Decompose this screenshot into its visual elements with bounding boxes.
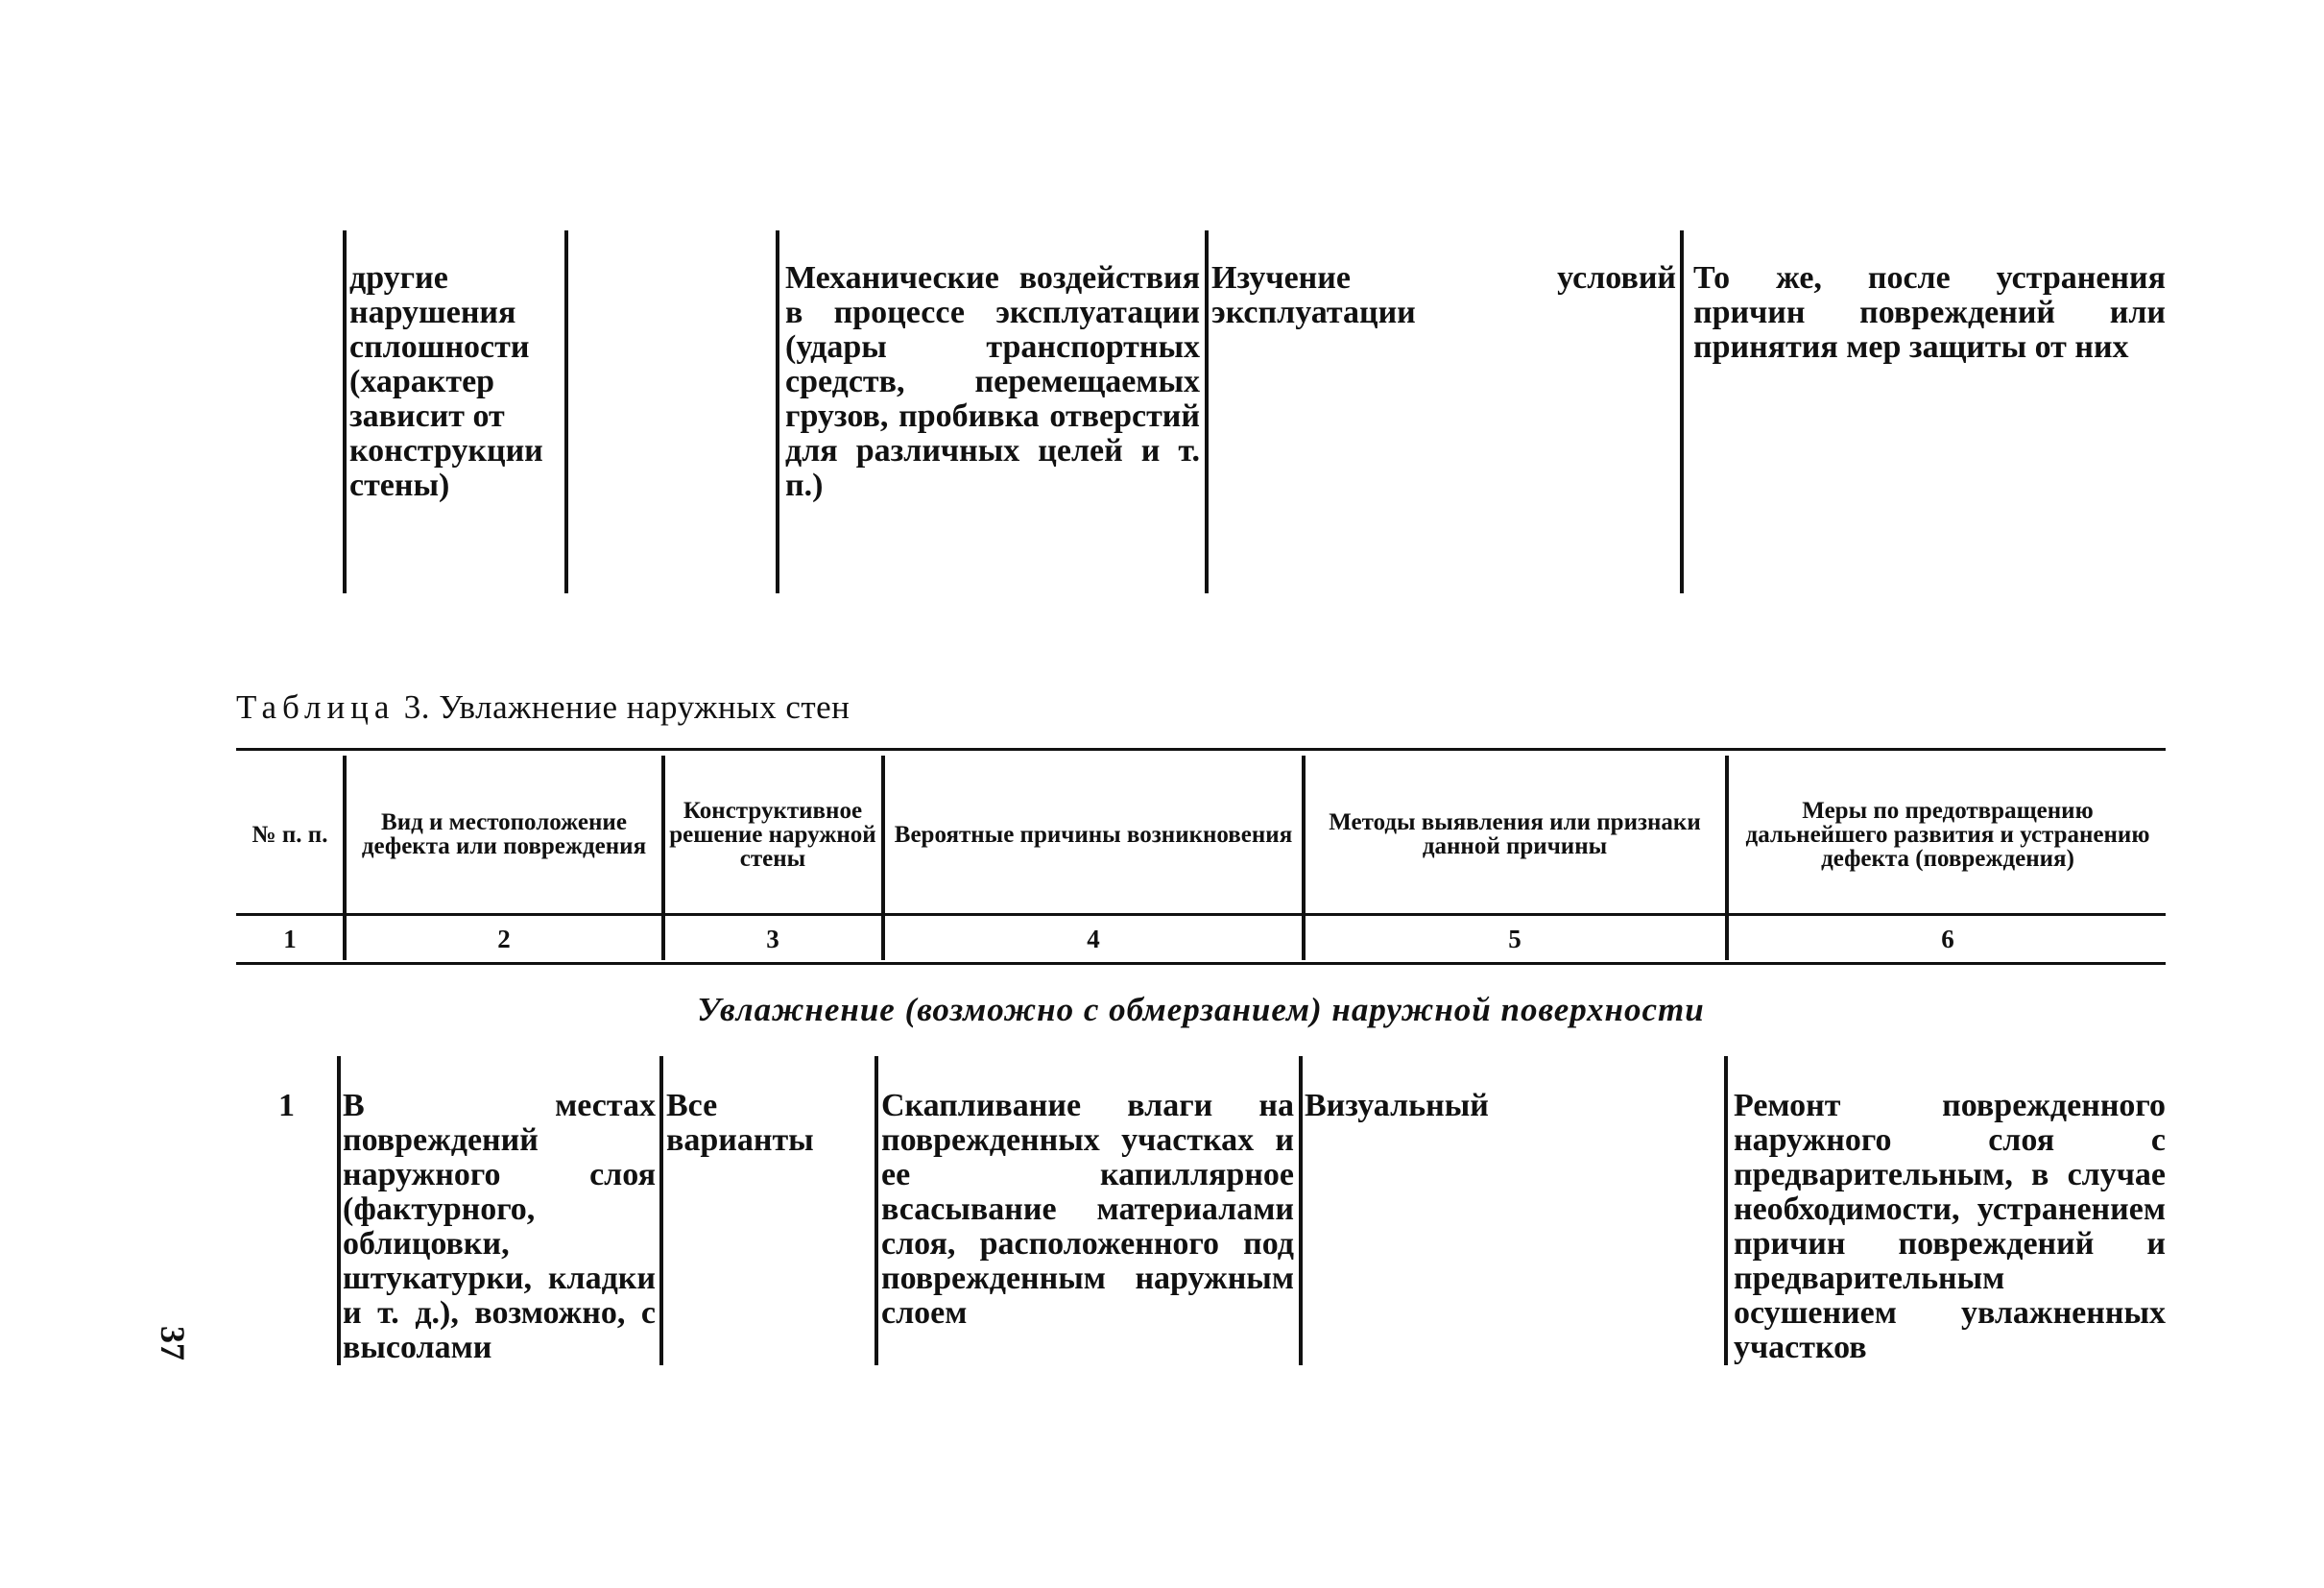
column-number: 3 <box>766 925 779 953</box>
table-title <box>236 688 850 727</box>
table-row-method: Визуальный <box>1305 1088 1489 1123</box>
column-rule <box>776 230 779 593</box>
table-title-text: 3. Увлажнение наружных стен <box>403 688 851 726</box>
column-number: 2 <box>497 925 511 953</box>
header-divider <box>1302 756 1306 960</box>
table-row-causes: Скапливание влаги на поврежденных участках и ее капиллярное всасывание материалами слоя, расположенного под поврежденным наружным слоем <box>881 1088 1294 1331</box>
body-divider <box>659 1056 663 1365</box>
page-number: 37 <box>154 1326 192 1360</box>
column-rule <box>564 230 568 593</box>
body-divider <box>1299 1056 1303 1365</box>
header-col-number: № п. п. <box>252 821 328 848</box>
body-divider <box>1724 1056 1728 1365</box>
continued-cell-cause: Механические воздействия в процессе эксплуатации (удары транспортных средств, перемещаемых грузов, пробивка отверстий для различных целей и т. п.) <box>785 260 1200 503</box>
column-number: 6 <box>1941 925 1954 953</box>
section-title: Увлажнение (возможно с обмерзанием) наружной поверхности <box>697 991 1705 1028</box>
table-row-measures: Ремонт поврежденного наружного слоя с предварительным, в случае необходимости, устранением причин повреждений и предварительным осушением увлажненных участков <box>1734 1088 2166 1365</box>
header-top-rule <box>236 748 2166 751</box>
table-row-defect: В местах повреждений наружного слоя (фактурного, облицовки, штукатурки, кладки и т. д.), возможно, с высолами <box>343 1088 656 1365</box>
column-number: 1 <box>283 925 297 953</box>
header-divider <box>1725 756 1729 960</box>
continued-cell-measures: То же, после устранения причин повреждений или принятия мер защиты от них <box>1693 260 2166 365</box>
column-rule <box>1680 230 1684 593</box>
header-divider <box>343 756 347 960</box>
column-number: 5 <box>1508 925 1521 953</box>
header-col-construction: Конструктивное решение наружной стены <box>669 797 876 872</box>
header-divider <box>661 756 665 960</box>
header-divider <box>881 756 885 960</box>
header-col-defect: Вид и местоположение дефекта или повреждения <box>361 809 647 859</box>
column-rule <box>343 230 347 593</box>
header-bottom-rule <box>236 913 2166 916</box>
body-divider <box>874 1056 878 1365</box>
table-row-number: 1 <box>278 1088 295 1123</box>
column-rule <box>1205 230 1209 593</box>
table-title-prefix: Таблица <box>236 688 395 726</box>
table-row-construction: Все варианты <box>666 1088 814 1158</box>
column-number: 4 <box>1087 925 1100 953</box>
body-divider <box>337 1056 341 1365</box>
header-col-causes: Вероятные причины возникновения <box>894 821 1293 848</box>
continued-cell-method: Изучение условий эксплуатации <box>1211 260 1676 330</box>
header-col-measures: Меры по предотвращению дальнейшего развития и устранению дефекта (повреждения) <box>1745 797 2150 872</box>
numbers-bottom-rule <box>236 962 2166 965</box>
continued-cell-defect: другие нарушения сплошности (характер зависит от конструкции стены) <box>349 260 543 503</box>
header-col-methods: Методы выявления или признаки данной причины <box>1329 809 1701 859</box>
